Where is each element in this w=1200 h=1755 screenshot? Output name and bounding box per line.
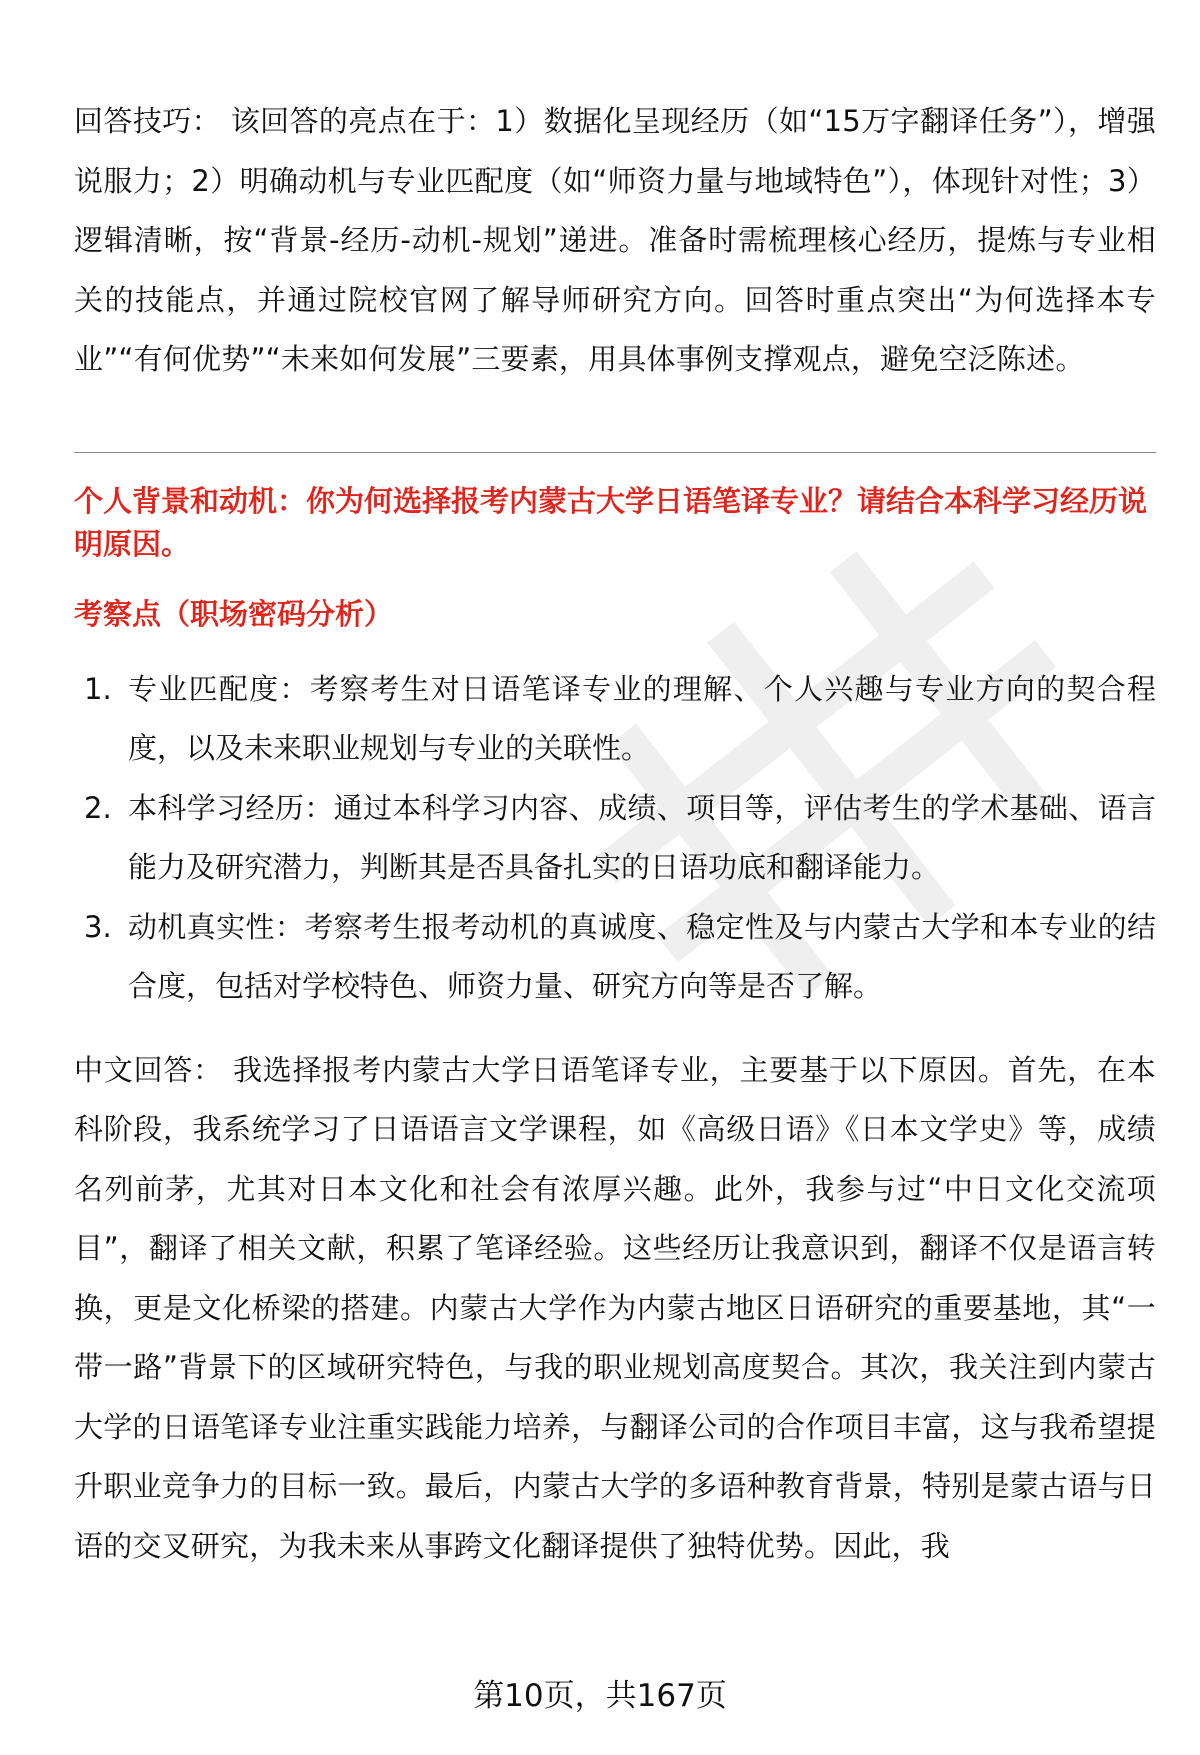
- list-item-text: 专业匹配度：考察考生对日语笔译专业的理解、个人兴趣与专业方向的契合程度，以及未来职业规划与专业的关联性。: [128, 671, 1156, 765]
- list-item-number: 2.: [84, 790, 112, 825]
- answer-paragraph: 中文回答： 我选择报考内蒙古大学日语笔译专业，主要基于以下原因。首先，在本科阶段，我系统学习了日语语言文学课程，如《高级日语》《日本文学史》等，成绩名列前茅，尤其对日本文化和社会有浓厚兴趣。此外，我参与过“中日文化交流项目”，翻译了相关文献，积累了笔译经验。这些经历让我意识到，翻译不仅是语言转换，更是文化桥梁的搭建。内蒙古大学作为内蒙古地区日语研究的重要基地，其“一带一路”背景下的区域研究特色，与我的职业规划高度契合。其次，我关注到内蒙古大学的日语笔译专业注重实践能力培养，与翻译公司的合作项目丰富，这与我希望提升职业竞争力的目标一致。最后，内蒙古大学的多语种教育背景，特别是蒙古语与日语的交叉研究，为我未来从事跨文化翻译提供了独特优势。因此，我: [74, 1052, 1156, 1563]
- question-heading: 个人背景和动机：你为何选择报考内蒙古大学日语笔译专业？请结合本科学习经历说明原因。: [74, 483, 1148, 561]
- focus-points-list: [74, 660, 1156, 1017]
- page-content: [74, 92, 1156, 1576]
- list-item: [74, 898, 1156, 1017]
- section-divider: [74, 452, 1156, 453]
- list-item-text: 动机真实性：考察考生报考动机的真诚度、稳定性及与内蒙古大学和本专业的结合度，包括对学校特色、师资力量、研究方向等是否了解。: [128, 909, 1156, 1003]
- list-item-number: 3.: [84, 909, 112, 944]
- focus-heading: 考察点（职场密码分析）: [74, 596, 394, 631]
- list-item-text: 本科学习经历：通过本科学习内容、成绩、项目等，评估考生的学术基础、语言能力及研究潜力，判断其是否具备扎实的日语功底和翻译能力。: [128, 790, 1156, 884]
- list-item: [74, 660, 1156, 779]
- tips-paragraph: 回答技巧： 该回答的亮点在于：1）数据化呈现经历（如“15万字翻译任务”），增强说服力；2）明确动机与专业匹配度（如“师资力量与地域特色”），体现针对性；3）逻辑清晰，按“背景-经历-动机-规划”递进。准备时需梳理核心经历，提炼与专业相关的技能点，并通过院校官网了解导师研究方向。回答时重点突出“为何选择本专业”“有何优势”“未来如何发展”三要素，用具体事例支撑观点，避免空泛陈述。: [74, 104, 1156, 376]
- page-number-footer: 第10页，共167页: [473, 1678, 727, 1714]
- list-item: [74, 779, 1156, 898]
- list-item-number: 1.: [84, 671, 112, 706]
